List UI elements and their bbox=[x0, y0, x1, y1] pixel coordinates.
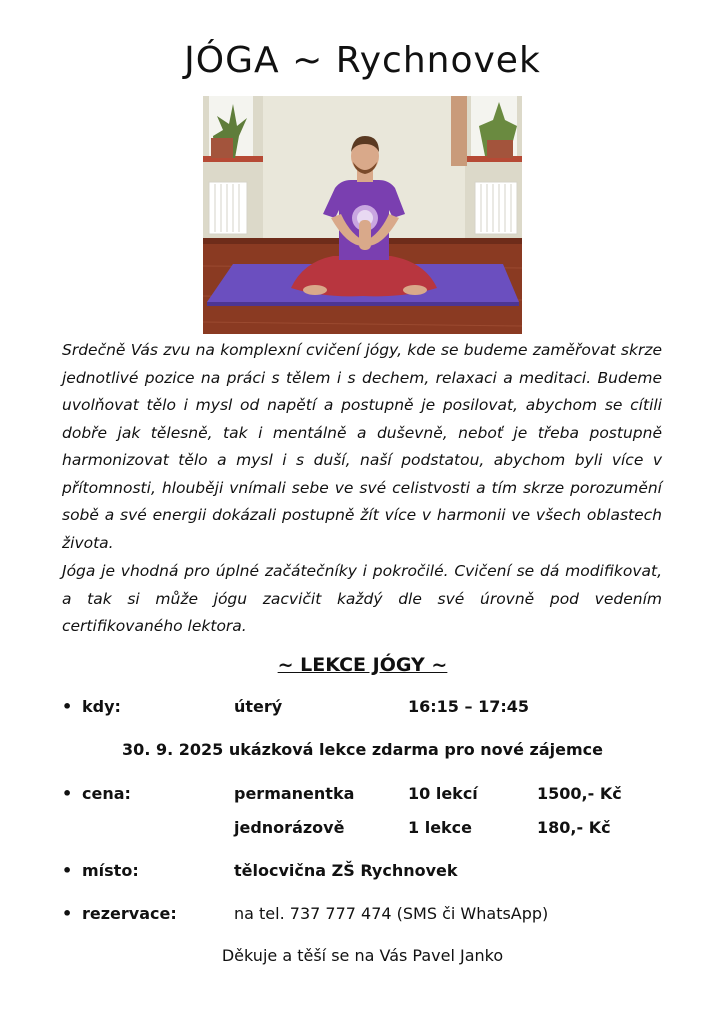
schedule-time: 16:15 – 17:45 bbox=[408, 697, 529, 716]
bullet-icon: • bbox=[62, 904, 73, 923]
place-label: místo: bbox=[82, 861, 139, 880]
bullet-icon: • bbox=[62, 861, 73, 880]
price-row bbox=[62, 784, 682, 810]
schedule-row bbox=[62, 697, 682, 723]
place-row bbox=[62, 861, 682, 887]
place-value: tělocvična ZŠ Rychnovek bbox=[234, 861, 458, 880]
price-amount: 180,- Kč bbox=[537, 818, 611, 837]
intro-paragraph-suitability: Jóga je vhodná pro úplné začátečníky i pokročilé. Cvičení se dá modifikovat, a tak si může jógu zacvičit každý dle své úrovně pod vedením certifikovaného lektora. bbox=[62, 562, 662, 635]
reservation-suffix: (SMS či WhatsApp) bbox=[391, 904, 549, 923]
price-type: permanentka bbox=[234, 784, 355, 803]
page-title: JÓGA ~ Rychnovek bbox=[184, 40, 541, 81]
reservation-label: rezervace: bbox=[82, 904, 177, 923]
price-row-single bbox=[62, 818, 682, 844]
phone-number: 737 777 474 bbox=[289, 904, 392, 923]
closing-signature: Děkuje a těší se na Vás Pavel Janko bbox=[221, 946, 504, 965]
price-lessons: 10 lekcí bbox=[408, 784, 478, 803]
bullet-icon: • bbox=[62, 697, 73, 716]
price-type: jednorázově bbox=[234, 818, 345, 837]
demo-lesson-note: 30. 9. 2025 ukázková lekce zdarma pro nové zájemce bbox=[122, 740, 603, 759]
schedule-label: kdy: bbox=[82, 697, 121, 716]
price-lessons: 1 lekce bbox=[408, 818, 473, 837]
lessons-heading: ~ LEKCE JÓGY ~ bbox=[277, 654, 448, 676]
reservation-prefix: na tel. bbox=[234, 904, 290, 923]
reservation-contact bbox=[234, 904, 548, 923]
schedule-day: úterý bbox=[234, 697, 283, 716]
price-label: cena: bbox=[82, 784, 131, 803]
bullet-icon: • bbox=[62, 784, 73, 803]
price-amount: 1500,- Kč bbox=[537, 784, 622, 803]
reservation-row bbox=[62, 904, 682, 930]
intro-paragraph: Srdečně Vás zvu na komplexní cvičení jógy, kde se budeme zaměřovat skrze jednotlivé pozice na práci s tělem i s dechem, relaxaci a meditaci. Budeme uvolňovat tělo i mysl od napětí a postupně je posilovat, abychom se cítili dobře jak tělesně, tak i mentálně a duševně, neboť je třeba postupně harmonizovat tělo a mysl i s duší, naší podstatou, abychom byli více v přítomnosti, hlouběji vnímali sebe ve své celistvosti a tím skrze porozumění sobě a své energii dokázali postupně žít více v harmonii ve všech oblastech života. bbox=[62, 341, 662, 552]
yoga-photo bbox=[203, 96, 522, 334]
